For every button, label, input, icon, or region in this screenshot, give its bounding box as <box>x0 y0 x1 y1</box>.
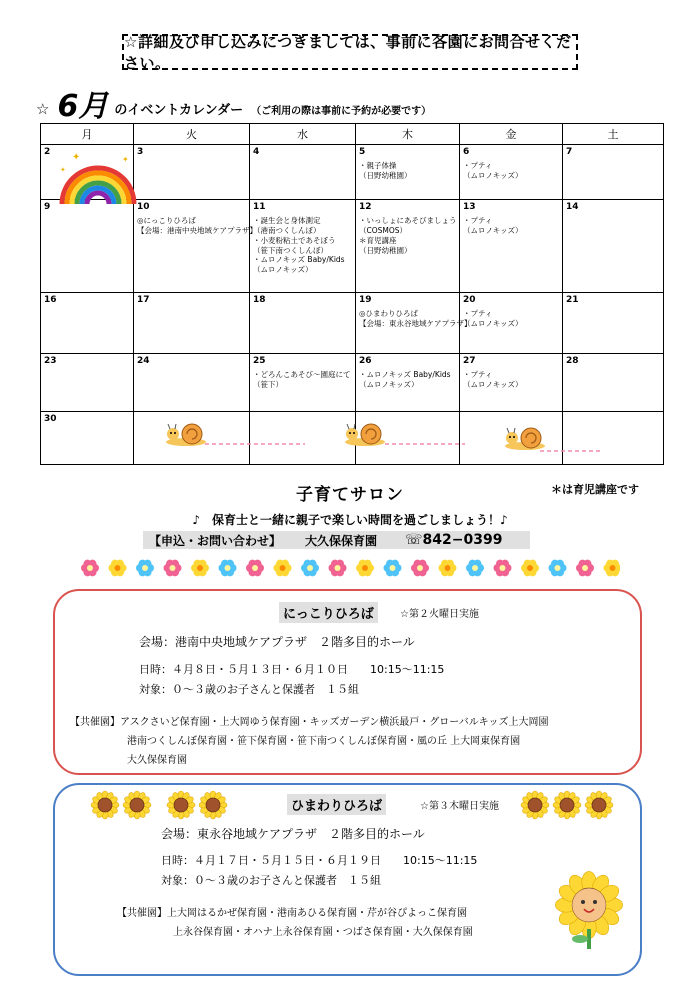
flower-icon <box>246 560 264 577</box>
flower-icon <box>439 560 457 577</box>
day-number: 17 <box>137 295 150 305</box>
himawari-target: 対象：０～３歳のお子さんと保護者 １５組 <box>161 874 381 887</box>
nikkori-sponsors-1: 【共催園】アスクさいど保育園・上大岡ゆう保育園・キッズガーデン横浜最戸・グローバルキッズ上大岡園 <box>70 717 549 728</box>
flower-icon <box>604 560 621 577</box>
svg-text:✦: ✦ <box>72 152 81 163</box>
calendar-day-cell <box>563 354 664 412</box>
day-number: 18 <box>253 295 266 305</box>
calendar-event: （日野幼稚園） <box>359 245 412 255</box>
day-number: 20 <box>463 295 476 305</box>
day-number: 4 <box>253 147 260 157</box>
himawari-sponsors-1: 【共催園】上大岡はるかぜ保育園・港南あひる保育園・芹が谷ぴよっこ保育園 <box>117 908 467 919</box>
nikkori-sponsors-3: 大久保保育園 <box>127 755 187 766</box>
flower-icon <box>411 560 429 577</box>
calendar-day-cell <box>563 293 664 354</box>
calendar-event: ・小麦粉粘土であそぼう <box>253 235 336 245</box>
day-number: 19 <box>359 295 372 305</box>
star-icon: ☆ <box>36 100 50 118</box>
day-number: 28 <box>566 356 579 366</box>
flower-border <box>80 556 620 580</box>
himawari-dates: 日時：４月１７日・５月１５日・６月１９日 10:15～11:15 <box>161 854 478 867</box>
flower-icon <box>164 560 182 577</box>
calendar-day-cell <box>134 354 250 412</box>
flower-icon <box>219 560 237 577</box>
flower-icon <box>274 560 292 577</box>
calendar-day-cell <box>460 200 563 293</box>
calendar-day-cell <box>563 145 664 200</box>
calendar-day-cell <box>356 145 460 200</box>
calendar-week-row <box>41 293 664 354</box>
calendar-day-cell <box>460 412 563 465</box>
flower-icon <box>576 560 594 577</box>
flower-icon <box>109 560 127 577</box>
calendar-event: （ムロノキッズ） <box>253 265 313 275</box>
nikkori-title: にっこりひろば <box>279 602 378 623</box>
flower-icon <box>466 560 484 577</box>
day-number: 11 <box>253 202 266 212</box>
flower-icon <box>494 560 512 577</box>
contact-phone: ☏842−0399 <box>405 532 503 548</box>
day-number: 14 <box>566 202 579 212</box>
calendar-event: ◎ひまわりひろば <box>359 308 419 318</box>
svg-text:✦: ✦ <box>60 166 66 174</box>
calendar-month: 6月 <box>57 89 109 124</box>
calendar-event: ・誕生会と身体測定 <box>253 215 321 225</box>
day-number: 12 <box>359 202 372 212</box>
day-number: 5 <box>359 147 366 157</box>
himawari-sponsors-2: 上永谷保育園・オハナ上永谷保育園・つばさ保育園・大久保保育園 <box>173 927 473 938</box>
calendar-event: 【会場：港南中央地域ケアプラザ】 <box>137 225 257 235</box>
calendar-note: （ご利用の際は事前に予約が必要です） <box>251 106 432 117</box>
nikkori-schedule: ☆第２火曜日実施 <box>400 609 479 620</box>
calendar-day-cell <box>41 200 134 293</box>
salon-title: 子育てサロン <box>296 485 404 505</box>
calendar-day-cell <box>460 145 563 200</box>
calendar-event: （笹下） <box>253 379 283 389</box>
calendar-week-row <box>41 145 664 200</box>
flower-icon <box>136 560 154 577</box>
calendar-event: 【会場：東永谷地域ケアプラザ】 <box>359 318 472 328</box>
calendar-week-row <box>41 354 664 412</box>
svg-text:✦: ✦ <box>122 155 129 164</box>
calendar-event: ・プティ <box>463 308 493 318</box>
nikkori-target: 対象：０～３歳のお子さんと保護者 １５組 <box>139 683 359 696</box>
calendar-day-cell <box>460 293 563 354</box>
calendar-day-cell <box>134 412 250 465</box>
weekday-tue: 火 <box>134 124 250 145</box>
calendar-event: ・プティ <box>463 215 493 225</box>
calendar-day-cell <box>134 293 250 354</box>
day-number: 26 <box>359 356 372 366</box>
calendar-event: ・プティ <box>463 369 493 379</box>
calendar-day-cell <box>134 200 257 293</box>
flower-icon <box>356 560 374 577</box>
flower-icon <box>191 560 209 577</box>
calendar-day-cell <box>356 354 460 412</box>
calendar-label: のイベントカレンダー <box>114 103 244 118</box>
day-number: 21 <box>566 295 579 305</box>
calendar-event: （COSMOS） <box>359 225 408 235</box>
day-number: 30 <box>44 414 57 424</box>
legend-note: ＊は育児講座です <box>551 483 639 496</box>
calendar-event: （ムロノキッズ） <box>359 379 419 389</box>
flower-icon <box>549 560 567 577</box>
calendar-day-cell <box>563 412 664 465</box>
calendar-event: （ムロノキッズ） <box>463 170 523 180</box>
day-number: 27 <box>463 356 476 366</box>
calendar-event: ・ムロノキッズ Baby/Kids <box>253 255 345 265</box>
day-number: 7 <box>566 147 573 157</box>
contact-org: 大久保保育園 <box>305 533 378 548</box>
calendar-event: ◎にっこりひろば <box>137 215 196 225</box>
nikkori-sponsors-2: 港南つくしんぼ保育園・笹下保育園・笹下南つくしんぼ保育園・風の丘 上大岡東保育園 <box>127 736 521 747</box>
day-number: 3 <box>137 147 144 157</box>
calendar-day-cell <box>460 354 563 412</box>
calendar-day-cell <box>356 200 460 293</box>
event-calendar <box>40 123 664 465</box>
flower-icon <box>81 560 99 577</box>
flower-icon <box>521 560 539 577</box>
day-number: 24 <box>137 356 150 366</box>
flower-icon <box>301 560 319 577</box>
flower-icon <box>329 560 347 577</box>
notice-banner: ☆詳細及び申し込みにつきましては、事前に各園にお問合せください。 <box>122 34 578 70</box>
calendar-day-cell <box>250 200 356 293</box>
himawari-title: ひまわりひろば <box>287 794 386 815</box>
calendar-event: （ムロノキッズ） <box>463 318 523 328</box>
calendar-week-row <box>41 200 664 293</box>
day-number: 9 <box>44 202 51 212</box>
calendar-day-cell <box>356 412 460 465</box>
calendar-event: （日野幼稚園） <box>359 170 412 180</box>
day-number: 2 <box>44 147 51 157</box>
day-number: 16 <box>44 295 57 305</box>
calendar-event: ・ムロノキッズ Baby/Kids <box>359 369 451 379</box>
day-number: 13 <box>463 202 476 212</box>
calendar-day-cell <box>250 354 356 412</box>
weekday-thu: 木 <box>356 124 460 145</box>
day-number: 6 <box>463 147 470 157</box>
calendar-event: （ムロノキッズ） <box>463 225 523 235</box>
calendar-day-cell <box>41 354 134 412</box>
himawari-box <box>53 783 642 976</box>
calendar-event: （笹下南つくしんぼ） <box>253 245 328 255</box>
calendar-event: ・いっしょにあそびましょう <box>359 215 457 225</box>
weekday-fri: 金 <box>460 124 563 145</box>
weekday-header-row <box>41 124 664 145</box>
calendar-event: （港南つくしんぼ） <box>253 225 321 235</box>
flower-icon <box>384 560 402 577</box>
himawari-venue: 会場：東永谷地域ケアプラザ ２階多目的ホール <box>161 827 425 841</box>
contact-bar <box>143 531 530 549</box>
calendar-day-cell <box>134 145 250 200</box>
calendar-day-cell <box>41 412 134 465</box>
calendar-week-row <box>41 412 664 465</box>
himawari-schedule: ☆第３木曜日実施 <box>420 801 499 812</box>
calendar-event: ・親子体操 <box>359 160 397 170</box>
contact-label: 【申込・お問い合わせ】 <box>149 533 282 548</box>
calendar-event: （ムロノキッズ） <box>463 379 523 389</box>
weekday-mon: 月 <box>41 124 134 145</box>
calendar-day-cell <box>563 200 664 293</box>
calendar-event: ＊育児講座 <box>359 235 397 245</box>
salon-subtitle: ♪ 保育士と一緒に親子で楽しい時間を過ごしましょう！♪ <box>192 513 508 527</box>
weekday-sat: 土 <box>563 124 664 145</box>
calendar-day-cell <box>250 412 356 465</box>
day-number: 25 <box>253 356 266 366</box>
calendar-day-cell <box>41 145 134 200</box>
day-number: 23 <box>44 356 57 366</box>
calendar-event: ・どろんこあそび～園庭にて <box>253 369 351 379</box>
calendar-event: ・プティ <box>463 160 493 170</box>
calendar-title <box>36 89 432 124</box>
nikkori-venue: 会場：港南中央地域ケアプラザ ２階多目的ホール <box>139 635 415 649</box>
nikkori-dates: 日時：４月８日・５月１３日・６月１０日 10:15～11:15 <box>139 663 445 676</box>
day-number: 10 <box>137 202 150 212</box>
calendar-day-cell <box>250 293 356 354</box>
calendar-day-cell <box>41 293 134 354</box>
weekday-wed: 水 <box>250 124 356 145</box>
nikkori-box <box>53 589 642 775</box>
calendar-day-cell <box>250 145 356 200</box>
